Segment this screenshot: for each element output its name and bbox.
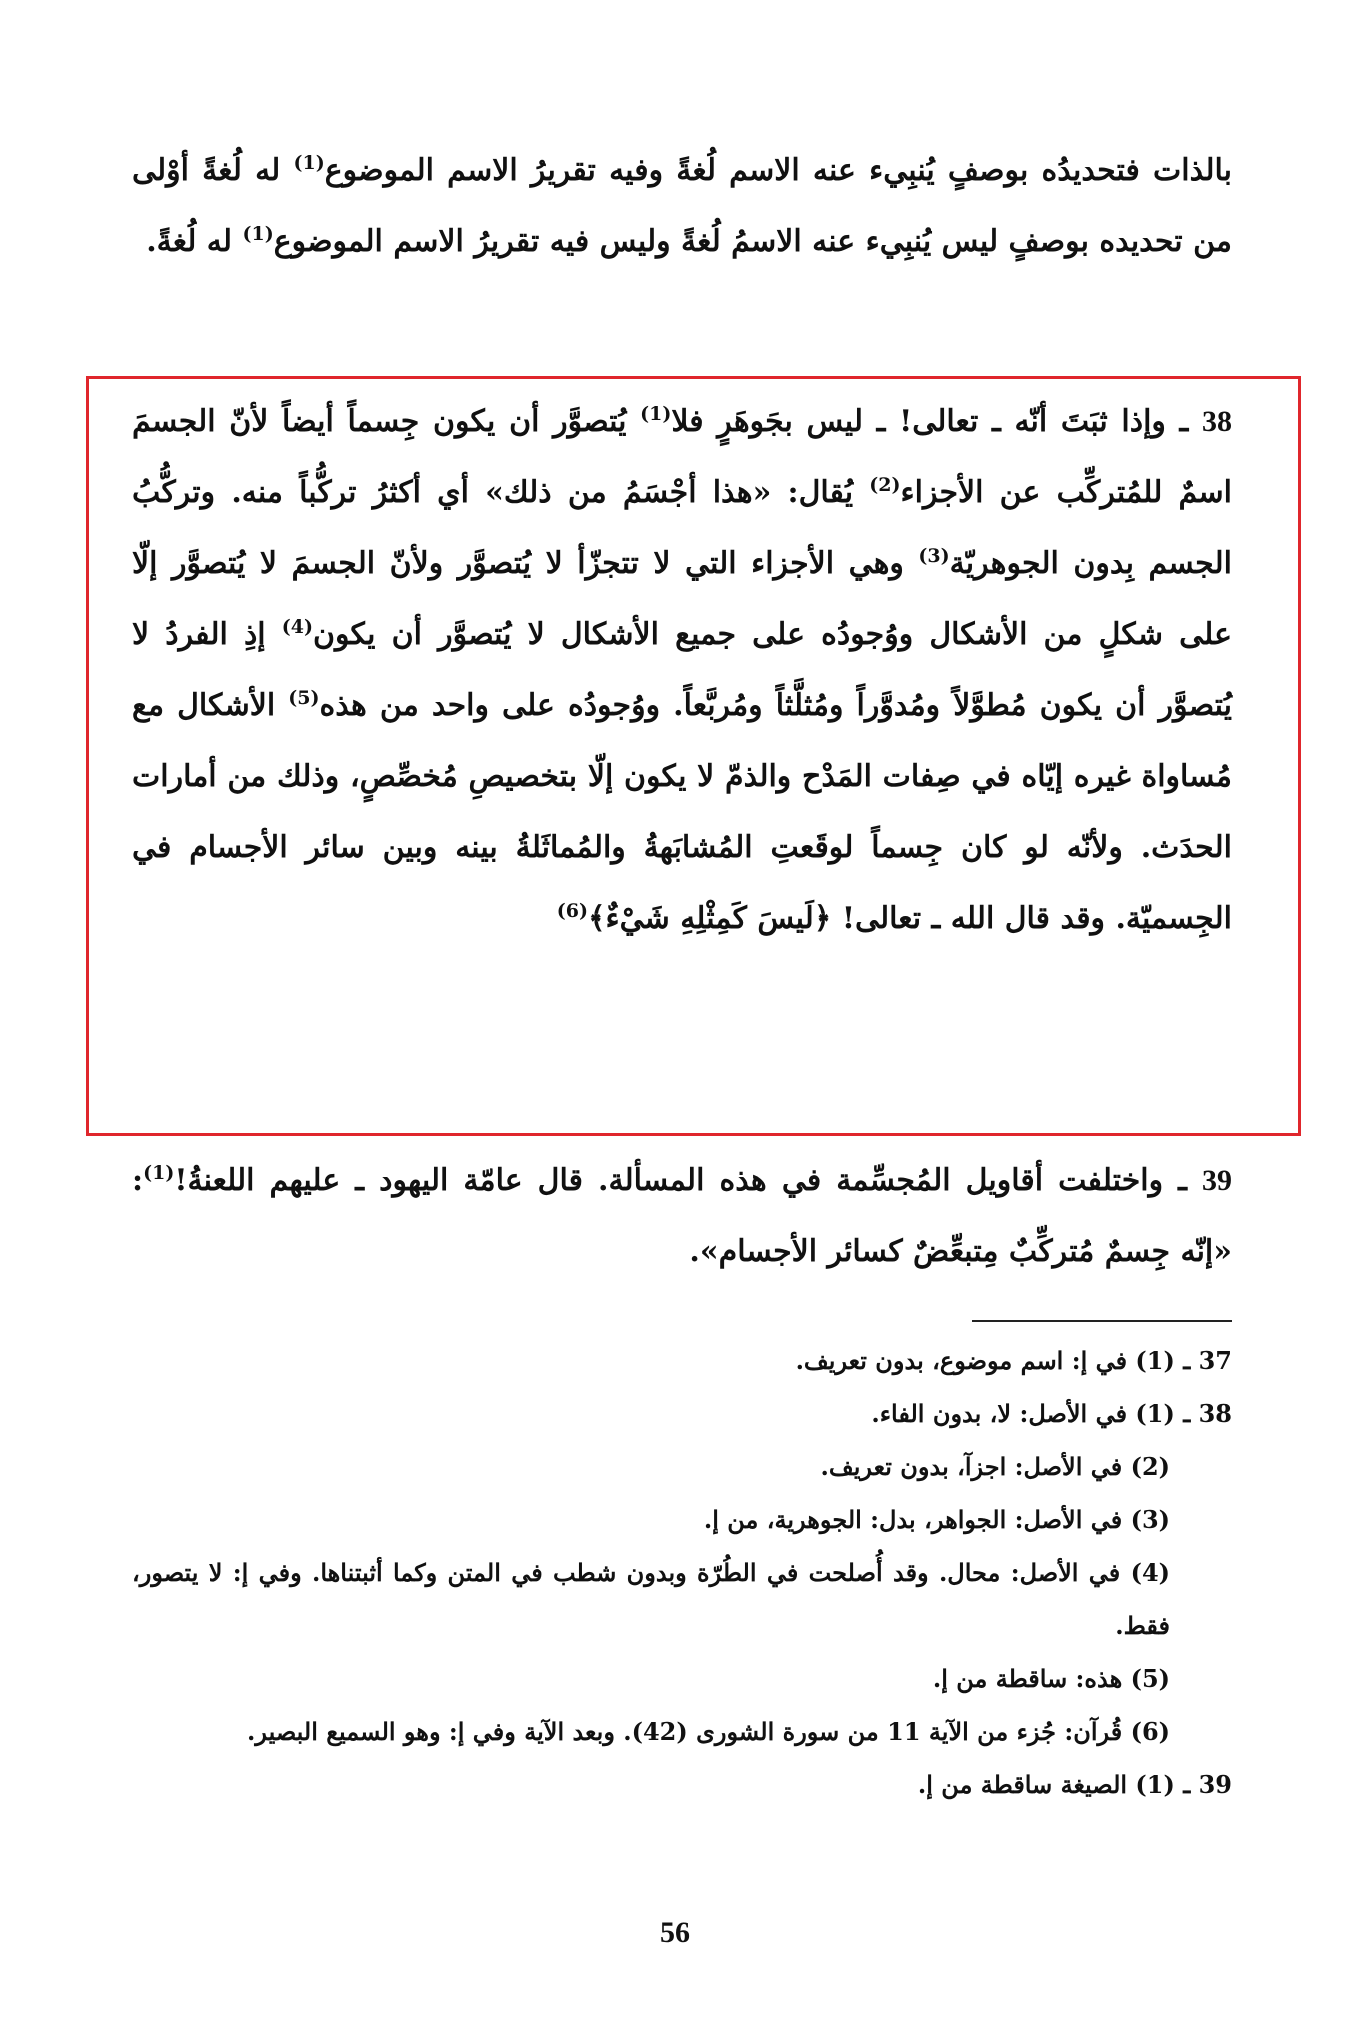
footnote-marker[interactable]: (1) [640, 403, 672, 425]
footnote: (4) في الأصل: محال. وقد أُصلحت في الطُرّة وبدون شطب في المتن وكما أثبتناها. وفي إ: لا يتصور، فقط. [132, 1558, 1170, 1640]
paragraph-text: ـ وإذا ثبَتَ أنّه ـ تعالى! ـ ليس بجَوهَرٍ فلا [671, 404, 1202, 439]
paragraph-text: له لُغةً. [146, 224, 243, 259]
paragraph-text: بالذات فتحديدُه بوصفٍ يُنبِيء عنه الاسم لُغةً وفيه تقريرُ الاسم الموضوع [324, 153, 1232, 188]
paragraph-text: وهي الأجزاء التي لا تتجزّأ لا يُتصوَّر ولأنّ الجسمَ لا يُتصوَّر إلّا على شكلٍ من الأشكال ووُجودُه على جميع الأشكال لا يُتصوَّر أن يكون [132, 546, 1232, 652]
paragraph-text: : «إنّه جِسمٌ مُتركِّبٌ مِتبعِّضٌ كسائر الأجسام». [132, 1163, 1232, 1269]
quran-quote: ﴿لَيسَ كَمِثْلِهِ شَيْءٌ﴾ [587, 901, 832, 936]
paragraph-text: الأشكال مع مُساواة غيره إيّاه في صِفات المَدْح والذمّ لا يكون إلّا بتخصيصِ مُخصِّصٍ، وذلك من أمارات الحدَث. ولأنّه لو كان جِسماً لوقَعتِ المُشابَهةُ والمُماثَلةُ بينه وبين سائر الأجسام في الجِسميّة. وقد قال الله ـ تعالى! [132, 688, 1232, 936]
footnote-marker[interactable]: (3) [918, 545, 950, 567]
footnote-marker[interactable]: (1) [242, 223, 274, 245]
paragraph-text: له لُغةً أوْلى من تحديده بوصفٍ ليس يُنبِيء عنه الاسمُ لُغةً وليس فيه تقريرُ الاسم الموضوع [132, 153, 1232, 259]
footnote: 37 ـ (1) في إ: اسم موضوع، بدون تعريف. [795, 1346, 1232, 1375]
paragraph-text: يُقال: «هذا أجْسَمُ من ذلك» أي أكثرُ تركُّباً منه. وتركُّبُ الجسم بِدون الجوهريّة [132, 475, 1233, 581]
footnote: 38 ـ (1) في الأصل: لا، بدون الفاء. [871, 1399, 1232, 1428]
footnote-marker[interactable]: (1) [143, 1162, 175, 1184]
footnote-marker[interactable]: (6) [556, 900, 588, 922]
paragraph-text: يُتصوَّر أن يكون جِسماً أيضاً لأنّ الجسمَ اسمٌ للمُتركِّب عن الأجزاء [132, 404, 1232, 510]
paragraph-text: ـ واختلفت أقاويل المُجسِّمة في هذه المسألة. قال عامّة اليهود ـ عليهم اللعنةُ! [174, 1163, 1202, 1198]
footnote-marker[interactable]: (4) [281, 616, 314, 638]
footnote: (3) في الأصل: الجواهر، بدل: الجوهرية، من إ. [703, 1505, 1170, 1534]
page-number: 56 [660, 1916, 690, 1949]
footnote: (5) هذه: ساقطة من إ. [932, 1664, 1170, 1693]
footnote: (6) قُرآن: جُزء من الآية 11 من سورة الشورى (42). وبعد الآية وفي إ: وهو السميع البصير. [247, 1717, 1170, 1746]
paragraph-text: إذِ الفردُ لا يُتصوَّر أن يكون مُطوَّلاً ومُدوَّراً ومُثلَّثاً ومُربَّعاً. ووُجودُه على واحد من هذه [132, 617, 1232, 723]
footnote: 39 ـ (1) الصيغة ساقطة من إ. [917, 1770, 1232, 1799]
footnote: (2) في الأصل: اجزآ، بدون تعريف. [820, 1452, 1170, 1481]
footnote-marker[interactable]: (1) [293, 152, 325, 174]
paragraph-38 [132, 386, 1232, 954]
paragraph-number: 39 [1202, 1164, 1232, 1197]
paragraph-37 [132, 135, 1232, 277]
footnote-marker[interactable]: (2) [869, 474, 901, 496]
paragraph-39 [132, 1145, 1232, 1287]
footnote-marker[interactable]: (5) [288, 687, 320, 709]
footnote-separator [972, 1320, 1232, 1322]
paragraph-number: 38 [1202, 405, 1232, 438]
footnotes [132, 1334, 1232, 1811]
